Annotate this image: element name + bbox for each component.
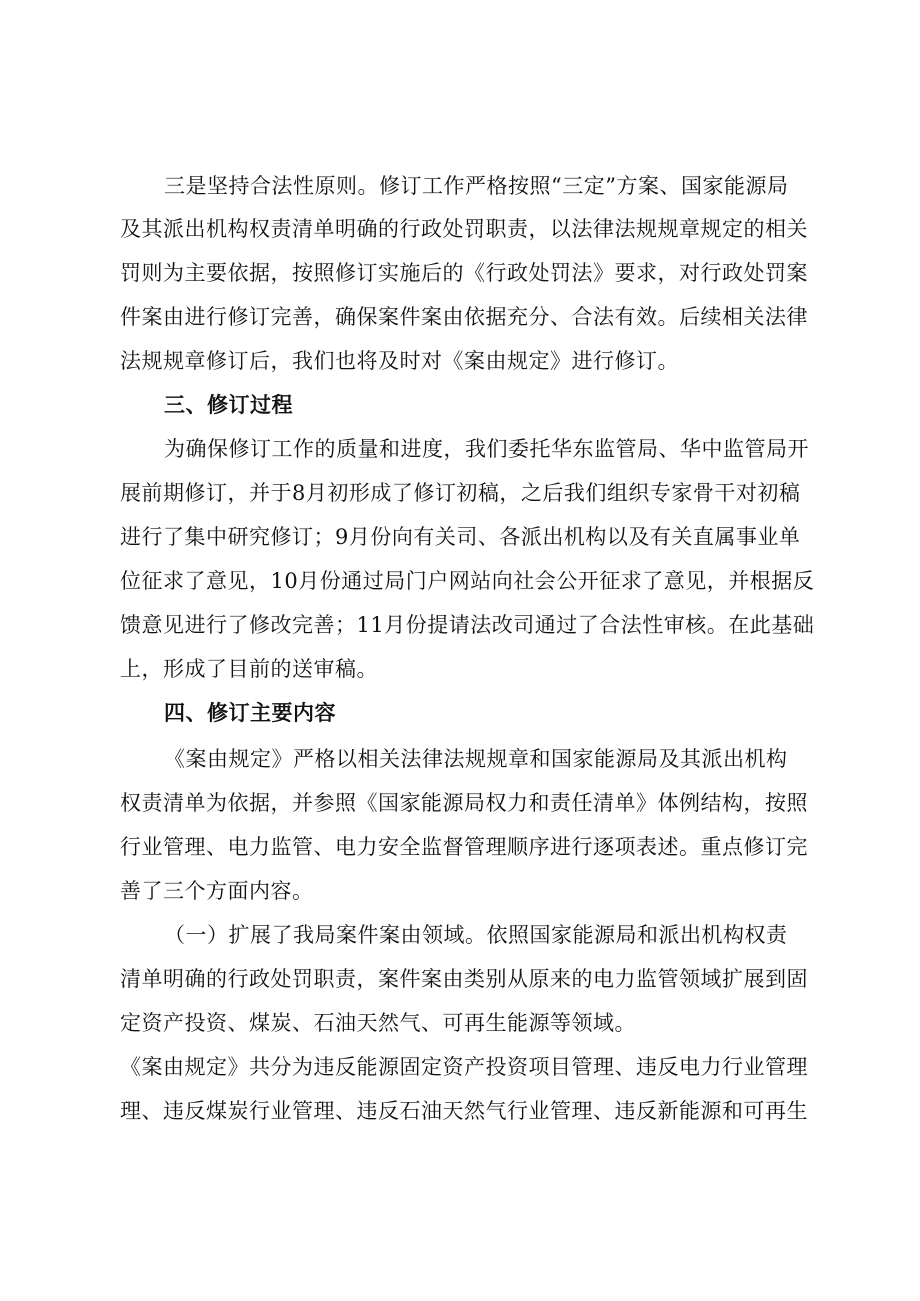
paragraph-line: 罚则为主要依据，按照修订实施后的《行政处罚法》要求，对行政处罚案 (120, 261, 808, 285)
section-heading: 三、修订过程 (164, 393, 293, 417)
paragraph-line: 进行了集中研究修订；9月份向有关司、各派出机构以及有关直属事业单 (120, 525, 801, 549)
paragraph-line: （一）扩展了我局案件案由领域。依照国家能源局和派出机构权责 (164, 923, 788, 947)
paragraph-line: 定资产投资、煤炭、石油天然气、可再生能源等领域。 (120, 1011, 636, 1035)
paragraph-line: 《案由规定》严格以相关法律法规规章和国家能源局及其派出机构 (164, 747, 788, 771)
paragraph-line: 权责清单为依据，并参照《国家能源局权力和责任清单》体例结构，按照 (120, 791, 808, 815)
paragraph-line: 善了三个方面内容。 (120, 879, 314, 903)
paragraph-line: 为确保修订工作的质量和进度，我们委托华东监管局、华中监管局开 (164, 437, 809, 461)
paragraph-line: 《案由规定》共分为违反能源固定资产投资项目管理、违反电力行业管理 (120, 1055, 808, 1079)
paragraph-line: 件案由进行修订完善，确保案件案由依据充分、合法有效。后续相关法律 (120, 305, 808, 329)
paragraph-line: 位征求了意见，10月份通过局门户网站向社会公开征求了意见，并根据反 (120, 569, 815, 593)
paragraph-line: 及其派出机构权责清单明确的行政处罚职责，以法律法规规章规定的相关 (120, 217, 808, 241)
paragraph-line: 上，形成了目前的送审稿。 (120, 657, 378, 681)
paragraph-line: 法规规章修订后，我们也将及时对《案由规定》进行修订。 (120, 349, 679, 373)
paragraph-line: 理、违反煤炭行业管理、违反石油天然气行业管理、违反新能源和可再生 (120, 1099, 808, 1123)
paragraph-line: 行业管理、电力监管、电力安全监督管理顺序进行逐项表述。重点修订完 (120, 835, 808, 859)
paragraph-line: 展前期修订，并于8月初形成了修订初稿，之后我们组织专家骨干对初稿 (120, 481, 801, 505)
paragraph-line: 清单明确的行政处罚职责，案件案由类别从原来的电力监管领域扩展到固 (120, 967, 808, 991)
paragraph-line: 三是坚持合法性原则。修订工作严格按照“三定”方案、国家能源局 (164, 174, 789, 198)
paragraph-line: 馈意见进行了修改完善；11月份提请法改司通过了合法性审核。在此基础 (120, 613, 815, 637)
section-heading: 四、修订主要内容 (164, 701, 336, 725)
